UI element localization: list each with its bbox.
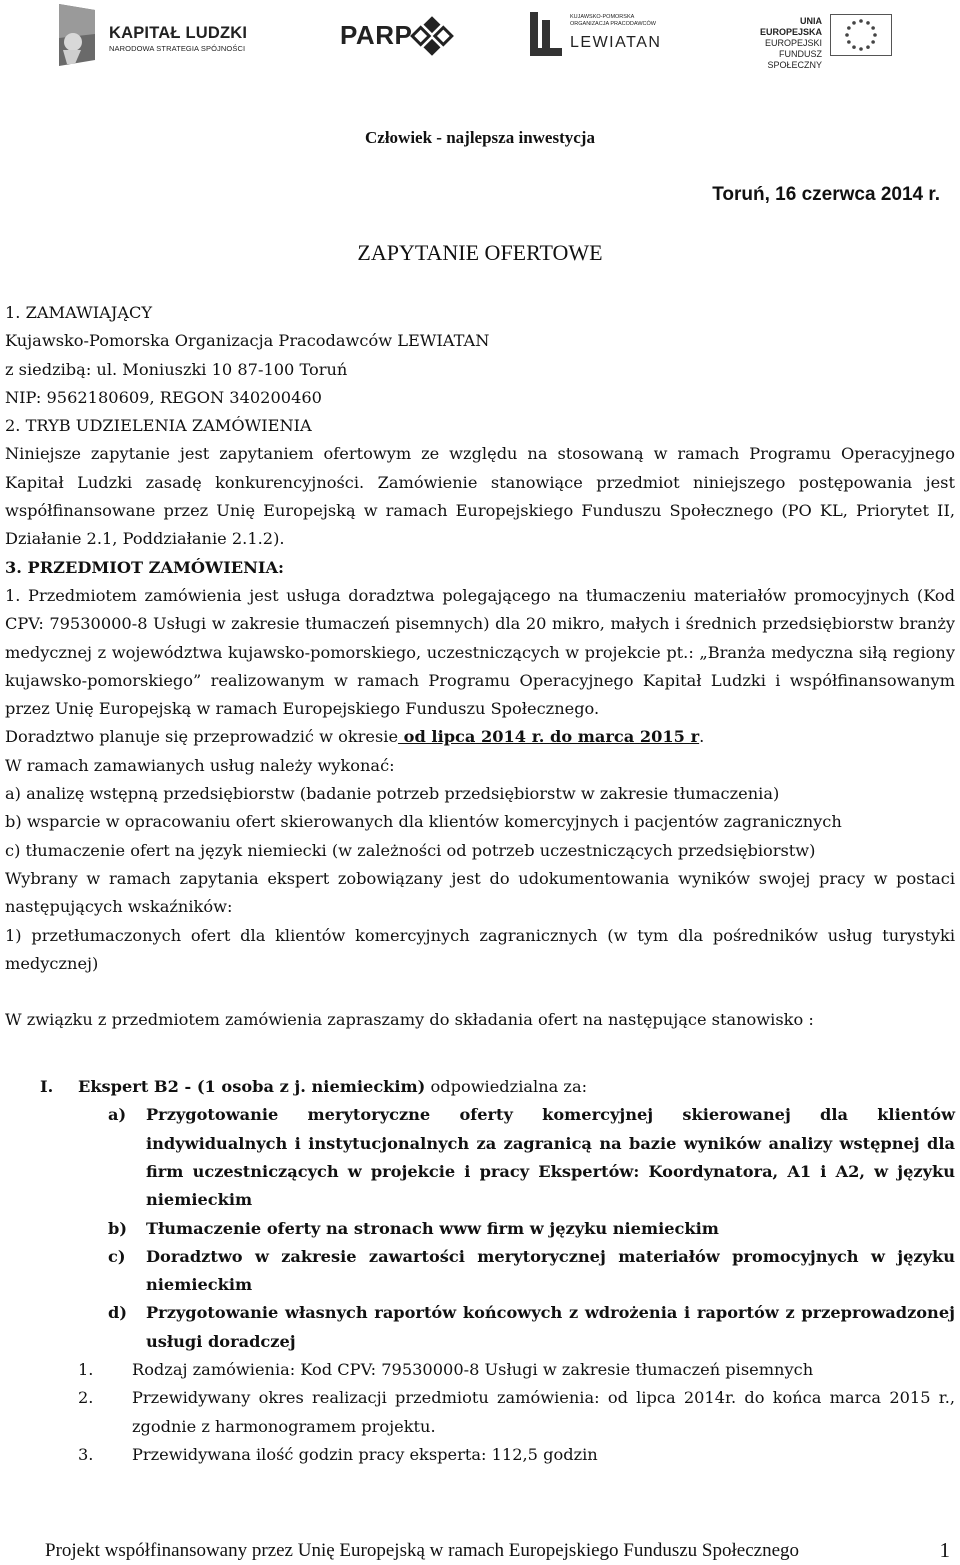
page-footer: Projekt współfinansowany przez Unię Europejską w ramach Europejskiego Funduszu Społecznego	[45, 1540, 799, 1561]
lewiatan-name: LEWIATAN	[570, 34, 662, 51]
eu-line-2: EUROPEJSKI	[764, 38, 822, 48]
role-detail-item	[5, 1356, 955, 1384]
document-date: Toruń, 16 czerwca 2014 r.	[712, 184, 940, 205]
role-duty-text: Tłumaczenie oferty na stronach www firm w języku niemieckim	[146, 1218, 719, 1238]
lewiatan-logo	[528, 10, 668, 58]
role-duty-text: Doradztwo w zakresie zawartości merytorycznej materiałów promocyjnych w języku niemieckim	[146, 1246, 955, 1295]
role-duty-item	[5, 1215, 955, 1243]
eu-flag-icon	[830, 14, 892, 56]
section-3-text: 1. Przedmiotem zamówienia jest usługa doradztwa polegającego na tłumaczeniu materiałów promocyjnych (Kod CPV: 79530000-8 Usługi w zakresie tłumaczeń pisemnych) dla 20 mikro, małych i średnich przedsiębiorstw branży medycznej z województwa kujawsko-pomorskiego, uczestniczących w projekcie pt.: „Branża medyczna siłą regiony kujawsko-pomorskiego” realizowanym w ramach Programu Operacyjnego Kapitał Ludzki i współfinansowanym przez Unię Europejską w ramach Europejskiego Funduszu Społecznego.	[5, 585, 955, 719]
kapital-ludzki-logo	[55, 4, 255, 66]
role-duty-label: b)	[108, 1218, 127, 1238]
role-duty-text: Przygotowanie merytoryczne oferty komercyjnej skierowanej dla klientów indywidualnych i instytucjonalnych za zagranicą na bazie wyników analizy wstępnej dla firm uczestniczących w projekcie i pracy Ekspertów: Koordynatora, A1 i A2, w języku niemieckim	[146, 1105, 955, 1210]
role-detail-item	[5, 1384, 955, 1441]
role-number: I.	[40, 1077, 54, 1097]
section-1-heading: 1. ZAMAWIAJĄCY	[5, 303, 153, 322]
role-detail-text: Przewidywany okres realizacji przedmiotu zamówienia: od lipca 2014r. do końca marca 2015 r., zgodnie z harmonogramem projektu.	[132, 1388, 955, 1436]
task-item: a) analizę wstępną przedsiębiorstw (badanie potrzeb przedsiębiorstw w zakresie tłumaczenia)	[5, 784, 780, 804]
role-detail-label: 3.	[78, 1444, 94, 1464]
role-detail-label: 2.	[78, 1388, 94, 1408]
role-duty-label: d)	[108, 1303, 127, 1323]
eu-star-icon	[852, 21, 856, 25]
service-period	[5, 723, 955, 751]
lewiatan-small-text: KUJAWSKO-POMORSKA ORGANIZACJA PRACODAWCÓW	[570, 14, 656, 27]
role-duty-label: a)	[108, 1105, 127, 1125]
role-block	[5, 1073, 955, 1469]
eu-star-icon	[871, 40, 875, 44]
role-duty-item	[5, 1299, 955, 1356]
parp-logo	[340, 10, 460, 60]
section-3-heading: 3. PRZEDMIOT ZAMÓWIENIA:	[5, 557, 285, 577]
eu-line-1: UNIA EUROPEJSKA	[759, 16, 822, 37]
parp-name: PARP	[340, 20, 413, 50]
eu-star-icon	[845, 33, 849, 37]
expert-obligation-text: Wybrany w ramach zapytania ekspert zobowiązany jest do udokumentowania wyników swojej pracy w postaci następujących wskaźników:	[5, 868, 955, 917]
invitation-text: W związku z przedmiotem zamówienia zapraszamy do składania ofert na następujące stanowisko :	[5, 1010, 814, 1030]
section-2-text: Niniejsze zapytanie jest zapytaniem ofertowym ze względu na stosowaną w ramach Programu Operacyjnego Kapitał Ludzki zasadę konkurencyjności. Zamówienie stanowiące przedmiot niniejszego postępowania jest współfinansowane przez Unię Europejską w ramach Europejskiego Funduszu Społecznego (PO KL, Priorytet II, Działanie 2.1, Poddziałanie 2.1.2).	[5, 444, 955, 549]
eu-star-icon	[859, 19, 863, 23]
role-duty-item	[5, 1101, 955, 1214]
document-title: ZAPYTANIE OFERTOWE	[357, 240, 603, 265]
task-item: c) tłumaczenie ofert na język niemiecki (w zależności od potrzeb uczestniczących przedsiębiorstw)	[5, 840, 816, 860]
page-number: 1	[939, 1538, 950, 1562]
spacer	[5, 978, 955, 1006]
parp-logo-icon	[410, 14, 454, 58]
lewiatan-logo-icon	[528, 12, 564, 56]
orderer-name: Kujawsko-Pomorska Organizacja Pracodawców LEWIATAN	[5, 331, 490, 351]
role-title: Ekspert B2 - (1 osoba z j. niemieckim)	[78, 1077, 426, 1097]
role-detail-item	[5, 1441, 955, 1469]
spacer	[5, 1035, 955, 1063]
orderer-address: z siedzibą: ul. Moniuszki 10 87-100 Toruń	[5, 359, 348, 379]
service-period-prefix: Doradztwo planuje się przeprowadzić w okresie	[5, 727, 399, 747]
kapital-ludzki-name: KAPITAŁ LUDZKI	[109, 24, 248, 42]
kapital-ludzki-logo-icon	[55, 4, 99, 66]
eu-star-icon	[847, 26, 851, 30]
eu-star-icon	[866, 45, 870, 49]
document-body	[5, 299, 955, 1469]
eu-star-icon	[871, 26, 875, 30]
tagline: Człowiek - najlepsza inwestycja	[365, 128, 595, 147]
role-detail-label: 1.	[78, 1359, 94, 1379]
role-detail-text: Rodzaj zamówienia: Kod CPV: 79530000-8 Usługi w zakresie tłumaczeń pisemnych	[132, 1359, 814, 1379]
kapital-ludzki-subtitle: NARODOWA STRATEGIA SPÓJNOŚCI	[109, 44, 246, 53]
eu-line-3: FUNDUSZ SPOŁECZNY	[767, 49, 822, 70]
eu-star-icon	[859, 47, 863, 51]
eu-logo	[738, 14, 898, 70]
tasks-intro: W ramach zamawianych usług należy wykonać:	[5, 755, 395, 775]
section-2-heading: 2. TRYB UDZIELENIA ZAMÓWIENIA	[5, 416, 312, 436]
role-duty-label: c)	[108, 1246, 126, 1266]
service-period-suffix: .	[699, 727, 705, 747]
role-duty-item	[5, 1243, 955, 1300]
role-duty-text: Przygotowanie własnych raportów końcowych z wdrożenia i raportów z przeprowadzonej usługi doradczej	[146, 1303, 955, 1351]
indicator-item: 1) przetłumaczonych ofert dla klientów komercyjnych zagranicznych (w tym dla pośredników usług turystyki medycznej)	[5, 925, 955, 973]
service-period-value: od lipca 2014 r. do marca 2015 r	[398, 727, 700, 747]
role-title-suffix: odpowiedzialna za:	[425, 1077, 588, 1097]
role-detail-text: Przewidywana ilość godzin pracy eksperta: 112,5 godzin	[132, 1444, 598, 1464]
logo-bar	[0, 0, 960, 72]
eu-logo-text	[738, 16, 822, 71]
role-heading	[5, 1073, 955, 1101]
eu-star-icon	[866, 21, 870, 25]
task-item: b) wsparcie w opracowaniu ofert skierowanych dla klientów komercyjnych i pacjentów zagranicznych	[5, 812, 842, 832]
eu-star-icon	[852, 45, 856, 49]
orderer-ids: NIP: 9562180609, REGON 340200460	[5, 387, 322, 407]
eu-star-icon	[873, 33, 877, 37]
eu-star-icon	[847, 40, 851, 44]
